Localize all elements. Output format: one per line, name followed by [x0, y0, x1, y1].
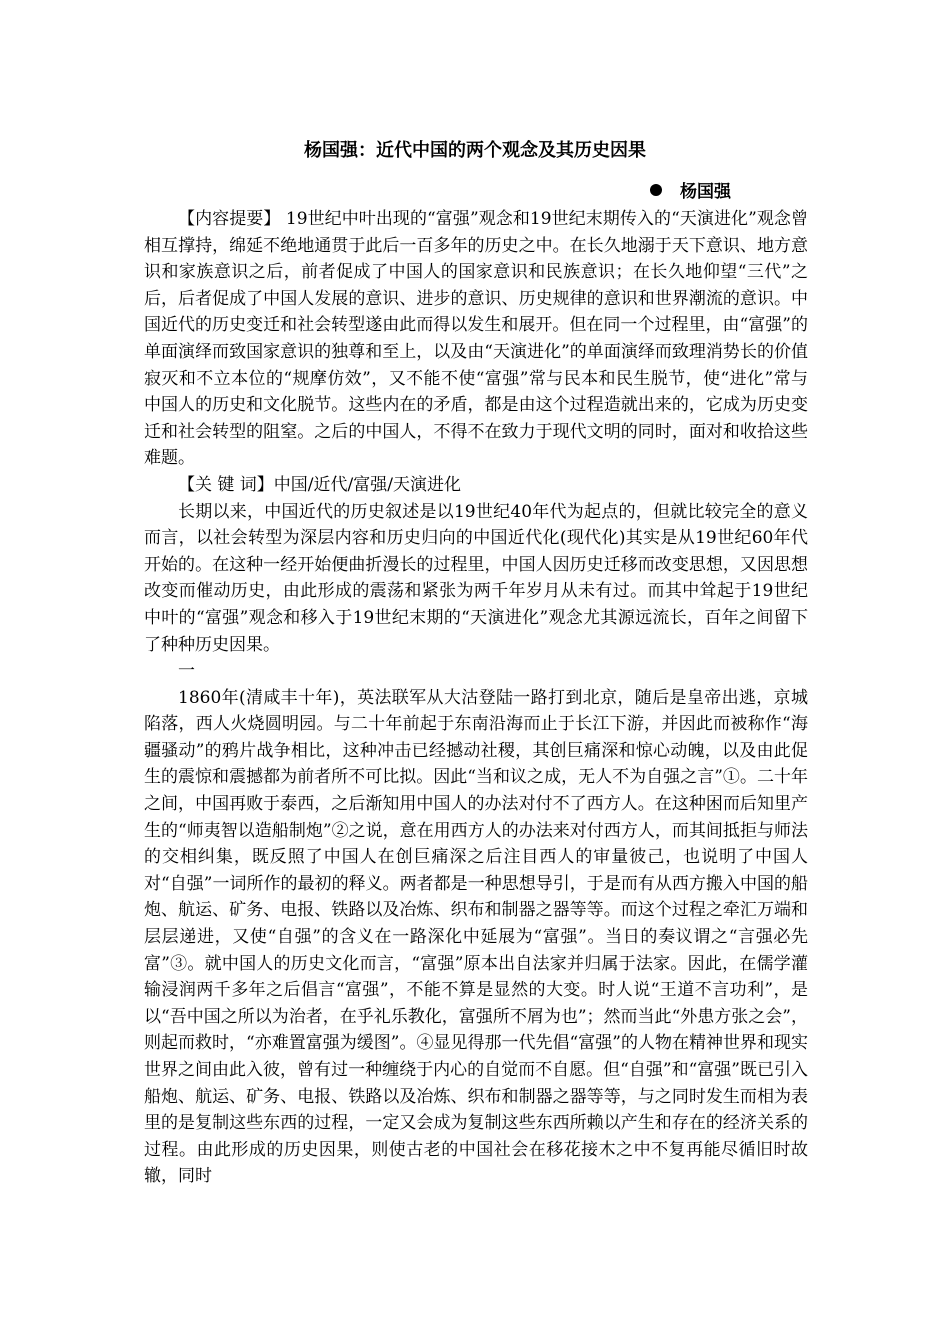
intro-paragraph: 长期以来，中国近代的历史叙述是以19世纪40年代为起点的，但就比较完全的意义而言，以社会转型为深层内容和历史归向的中国近代化(现代化)其实是从19世纪60年代开始的。在这种一经开始便曲折漫长的过程里，中国人因历史迁移而改变思想，又因思想改变而催动历史，由此形成的震荡和紧张为两千年岁月从未有过。而其中耸起于19世纪中叶的“富强”观念和移入于19世纪末期的“天演进化”观念尤其源远流长，百年之间留下了种种历史因果。	[144, 501, 808, 655]
abstract-paragraph: 【内容提要】 19世纪中叶出现的“富强”观念和19世纪末期传入的“天演进化”观念曾相互撑持，绵延不绝地通贯于此后一百多年的历史之中。在长久地溺于天下意识、地方意识和家族意识之后，前者促成了中国人的国家意识和民族意识；在长久地仰望“三代”之后，后者促成了中国人发展的意识、进步的意识、历史规律的意识和世界潮流的意识。中国近代的历史变迁和社会转型遂由此而得以发生和展开。但在同一个过程里，由“富强”的单面演绎而致国家意识的独尊和至上，以及由“天演进化”的单面演绎而致理消势长的价值寂灭和不立本位的“规摩仿效”，又不能不使“富强”常与民本和民生脱节，使“进化”常与中国人的历史和文化脱节。这些内在的矛盾，都是由这个过程造就出来的，它成为历史变迁和社会转型的阻窒。之后的中国人，不得不在致力于现代文明的同时，面对和收拾这些难题。	[144, 209, 808, 469]
body-paragraph: 1860年(清咸丰十年)，英法联军从大沽登陆一路打到北京，随后是皇帝出逃，京城陷落，西人火烧圆明园。与二十年前起于东南沿海而止于长江下游，并因此而被称作“海疆骚动”的鸦片战争相比，这种冲击已经撼动社稷，其创巨痛深和惊心动魄，以及由此促生的震惊和震撼都为前者所不可比拟。因此“当和议之成，无人不为自强之言”①。二十年之间，中国再败于泰西，之后渐知用中国人的办法对付不了西方人。在这种困而后知里产生的“师夷智以造船制炮”②之说，意在用西方人的办法来对付西方人，而其间抵拒与师法的交相纠集，既反照了中国人在创巨痛深之后注目西人的审量彼己，也说明了中国人对“自强”一词所作的最初的释义。两者都是一种思想导引，于是而有从西方搬入中国的船炮、航运、矿务、电报、铁路以及冶炼、织布和制器之器等等。而这个过程之牵汇万端和层层递进，又使“自强”的含义在一路深化中延展为“富强”。当日的奏议谓之“言强必先富”③。就中国人的历史文化而言，“富强”原本出自法家并归属于法家。因此，在儒学灌输浸润两千多年之后倡言“富强”，不能不算是显然的大变。时人说“王道不言功利”，是以“吾中国之所以为治者，在乎礼乐教化，富强所不屑为也”；然而当此“外患方张之会”，则起而救时，“亦难置富强为缓图”。④显见得那一代先倡“富强”的人物在精神世界和现实世界之间由此入彼，曾有过一种缠绕于内心的自觉而不自愿。但“自强”和“富强”既已引入船炮、航运、矿务、电报、铁路以及冶炼、织布和制器之器等等，与之同时发生而相为表里的是复制这些东西的过程，一定又会成为复制这些东西所赖以产生和存在的经济关系的过程。由此形成的历史因果，则使古老的中国社会在移花接木之中不复再能尽循旧时故辙，同时	[144, 687, 808, 1187]
author-name: 杨国强	[680, 182, 731, 202]
bullet-icon	[650, 184, 662, 196]
article-title: 杨国强：近代中国的两个观念及其历史因果	[304, 140, 646, 161]
section-number: 一	[178, 661, 195, 682]
article-body	[144, 206, 808, 1190]
author-line	[650, 180, 780, 204]
keywords-paragraph: 【关 键 词】中国/近代/富强/天演进化	[178, 474, 461, 495]
